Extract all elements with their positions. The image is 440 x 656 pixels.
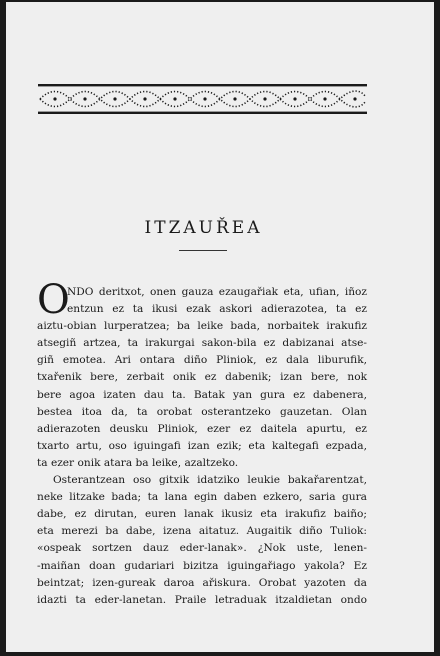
text-line: giñ emotea. Ari ontara diño Pliniok, ez dala liburufik, — [37, 354, 367, 367]
text-line: bestea itoa da, ta orobat osterantzeko gauzetan. Olan — [37, 405, 367, 418]
text-line: -maiñan doan gudariari bizitza iguingařiago yakola? Ez — [37, 559, 367, 572]
text-line: txařenik bere, zerbait onik ez dabenik; izan bere, nok — [37, 371, 367, 384]
text-line — [37, 284, 367, 301]
text-line: neke litzake bada; ta lana egin daben ezkero, saria gura — [37, 491, 367, 504]
text-line: beintzat; izen-gureak daroa ařiskura. Orobat yazoten da — [37, 576, 367, 589]
text-line: ta ezer onik atara ba leike, azaltzeko. — [37, 456, 239, 469]
text-line: txarto artu, oso iguingafi izan ezik; eta kaltegafi ezpada, — [37, 439, 367, 452]
text-line: aiztu-obian lurperatzea; ba leike bada, norbaitek irakufiz — [37, 320, 367, 333]
text-line: entzun ez ta ikusi ezak askori adierazotea, ta ez — [67, 303, 367, 316]
decorative-border-ornament — [38, 84, 367, 114]
chapter-title: ITZAUŘEA — [144, 218, 263, 238]
text-line: atsegiñ artzea, ta irakurgai sakon-bila ez dabizanai atse- — [37, 337, 367, 350]
text-line: Osterantzean oso gitxik idatziko leukie bakařarentzat, — [53, 474, 367, 487]
text-line: «ospeak sortzen dauz eder-lanak». ¿Nok uste, lenen- — [37, 542, 367, 555]
text-line: idazti ta eder-lanetan. Praile letraduak itzaldietan ondo — [37, 593, 367, 606]
title-underline — [179, 250, 227, 251]
text-line: bere agoa izaten dau ta. Batak yan gura ez dabenera, — [37, 388, 367, 401]
body-text — [37, 277, 367, 609]
drop-cap-letter: O — [37, 277, 70, 323]
lead-word: NDO — [67, 286, 94, 298]
text-line: eta merezi ba dabe, izena aitatuz. Augaitik diño Tuliok: — [37, 525, 367, 538]
text-line: dabe, ez dirutan, euren lanak ikusiz eta irakufiz baiño; — [37, 508, 367, 521]
text-line: adierazoten deusku Pliniok, ezer ez daitela apurtu, ez — [37, 422, 367, 435]
book-page — [6, 2, 434, 652]
line-text: deritxot, onen gauza ezaugařiak eta, ufian, iñoz — [93, 286, 367, 298]
